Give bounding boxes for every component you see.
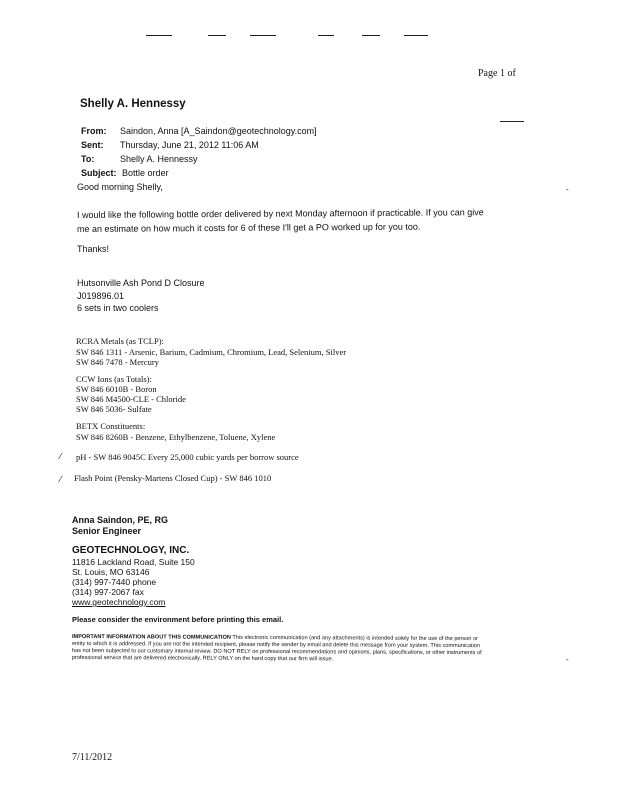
- sets-text: 6 sets in two coolers: [77, 303, 159, 313]
- company-name: GEOTECHNOLOGY, INC.: [72, 545, 190, 556]
- handwritten-check-icon: ∕: [60, 451, 62, 461]
- disclaimer-text: This electronic communication (and any attachments) is intended solely for the use of the person or entity to which it is addressed. If you are not the intended recipient, please notify the sender by email and delete this message from your system. This communication has not been subjected to our customary internal review. DO NOT RELY on professional recommendations and opinions, plans, specifications, or other instruments of professional service that are delivered electronically. RELY ONLY on the hard copy that our firm will issue.: [71, 634, 482, 663]
- environment-note: Please consider the environment before printing this email.: [72, 615, 284, 624]
- project-number: J019896.01: [77, 291, 125, 301]
- company-website-link[interactable]: www.geotechnology.com: [72, 597, 166, 607]
- signature-name: Anna Saindon, PE, RG: [72, 515, 169, 525]
- flash-point-line: Flash Point (Pensky-Martens Closed Cup) - SW 846 1010: [74, 473, 272, 483]
- disclaimer-heading: IMPORTANT INFORMATION ABOUT THIS COMMUNICATION: [71, 634, 231, 641]
- company-fax: (314) 997-2067 fax: [72, 587, 144, 597]
- request-paragraph-line-1: I would like the following bottle order delivered by next Monday afternoon if practicable. If you can give: [76, 207, 484, 220]
- thanks-text: Thanks!: [77, 244, 110, 254]
- ccw-line: SW 846 6010B - Boron: [76, 384, 157, 394]
- request-paragraph-line-2: me an estimate on how much it costs for 6 of these I'll get a PO worked up for you too.: [76, 221, 421, 234]
- rcra-line: SW 846 7478 - Mercury: [76, 357, 159, 367]
- page-number: Page 1 of: [478, 68, 516, 79]
- company-phone: (314) 997-7440 phone: [72, 577, 157, 587]
- from-label: From:: [81, 126, 107, 136]
- print-date: 7/11/2012: [72, 752, 113, 763]
- rcra-line: SW 846 1311 - Arsenic, Barium, Cadmium, Chromium, Lead, Selenium, Silver: [76, 347, 347, 357]
- signature-title: Senior Engineer: [72, 526, 142, 536]
- from-value: Saindon, Anna [A_Saindon@geotechnology.com]: [120, 126, 317, 136]
- subject-label: Subject:: [81, 168, 117, 178]
- company-address-line-2: St. Louis, MO 63146: [72, 567, 150, 577]
- scan-artifact-mark: -: [566, 655, 569, 664]
- ccw-line: SW 846 M4500-CLE - Chloride: [76, 394, 186, 404]
- rcra-heading: RCRA Metals (as TCLP):: [76, 336, 164, 346]
- project-name: Hutsonville Ash Pond D Closure: [77, 278, 205, 288]
- betx-heading: BETX Constituents:: [76, 421, 146, 431]
- subject-value: Bottle order: [122, 168, 169, 178]
- to-label: To:: [81, 154, 95, 164]
- mailbox-owner-name: Shelly A. Hennessy: [80, 98, 186, 110]
- to-value: Shelly A. Hennessy: [120, 154, 198, 164]
- company-address-line-1: 11816 Lackland Road, Suite 150: [72, 557, 195, 567]
- ccw-heading: CCW Ions (as Totals):: [76, 374, 152, 384]
- ph-line: pH - SW 846 9045C Every 25,000 cubic yards per borrow source: [76, 452, 299, 462]
- betx-line: SW 846 8260B - Benzene, Ethylbenzene, Toluene, Xylene: [76, 432, 276, 442]
- greeting: Good morning Shelly,: [77, 182, 163, 192]
- disclaimer: [72, 634, 486, 664]
- sent-label: Sent:: [81, 140, 104, 150]
- scan-artifact-mark: -: [566, 185, 569, 194]
- handwritten-check-icon: ∕: [60, 474, 62, 484]
- sent-value: Thursday, June 21, 2012 11:06 AM: [120, 140, 259, 150]
- ccw-line: SW 846 5036- Sulfate: [76, 404, 152, 414]
